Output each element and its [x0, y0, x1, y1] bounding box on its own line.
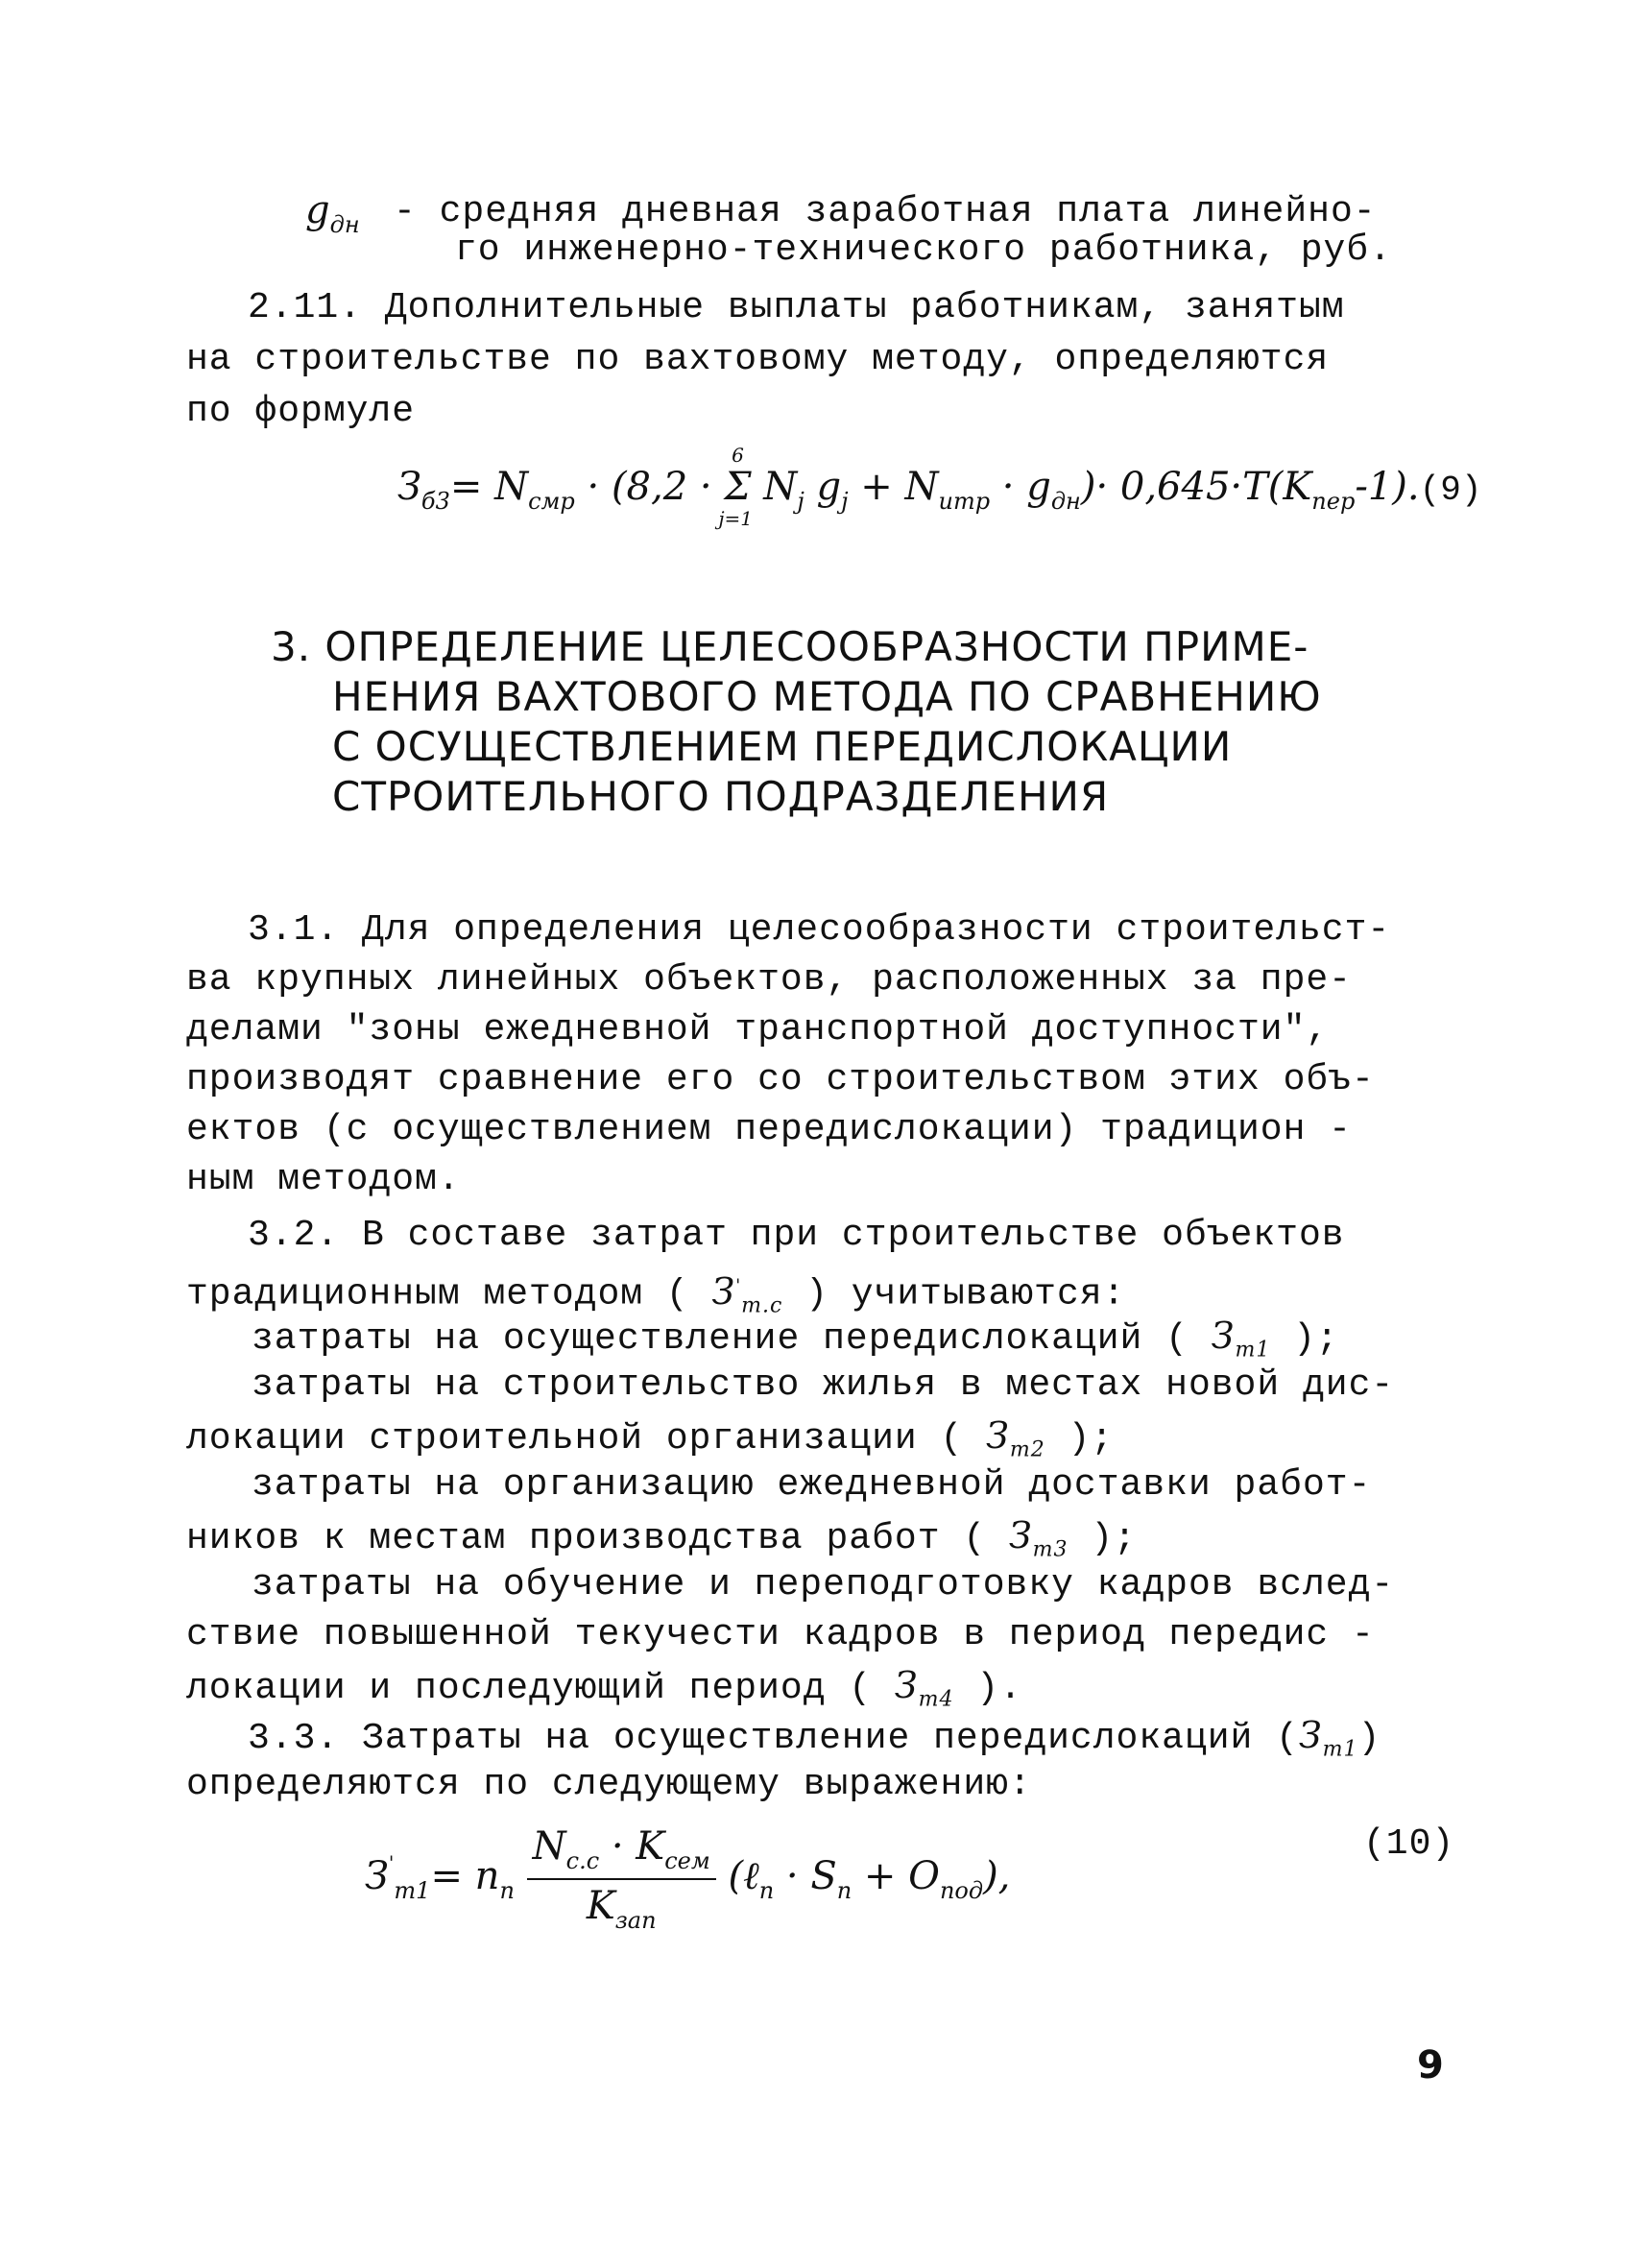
para-3-2-item-2-line-2: локации строительной организации ( $З_{т2}$ ); — [186, 1414, 1115, 1462]
para-3-2-item-2-line-1: затраты на строительство жилья в местах новой дис- — [252, 1364, 1395, 1406]
symbol-g-dn: $g_{дн}$ — [305, 188, 360, 238]
sum-symbol: 6 Σ j=1 — [718, 444, 753, 530]
heading-3-line-2: НЕНИЯ ВАХТОВОГО МЕТОДА ПО СРАВНЕНИЮ — [332, 673, 1322, 720]
para-3-2-item-3-line-2: ников к местам производства работ ( $З_{т3}$ ); — [186, 1514, 1137, 1562]
formula-9: $З_{б3}= N_{смр} \cdot (8,2$ · 6 Σ j=1 $N_j$ $g_j + N_{итр} \cdot g_{дн})\cdot 0,645\cdot T(K_{пер}-1).(9)$ — [397, 444, 1482, 530]
para-3-2-item-4-line-1: затраты на обучение и переподготовку кадров вслед- — [252, 1564, 1395, 1605]
definition-line-1: - средняя дневная заработная плата линейно- — [394, 191, 1377, 232]
formula-10: $З'_{т1}= n_п$ $\frac{N_{с.с} \cdot K_{сем}}{K_{зап}}$ (ℓ$_п$ · $S_п + O_{под}$), — [365, 1824, 1011, 1934]
para-3-2-item-4-line-3: локации и последующий период ( $З_{т4}$ ). — [186, 1664, 1022, 1712]
para-3-2-item-3-line-1: затраты на организацию ежедневной доставки работ- — [252, 1464, 1372, 1506]
heading-3-line-1: 3. ОПРЕДЕЛЕНИЕ ЦЕЛЕСООБРАЗНОСТИ ПРИМЕ- — [271, 623, 1309, 670]
heading-3-line-3: С ОСУЩЕСТВЛЕНИЕМ ПЕРЕДИСЛОКАЦИИ — [332, 723, 1233, 770]
para-3-3-line-1: 3.3. Затраты на осуществление передислокаций $(З_{т1})$ — [248, 1714, 1381, 1762]
para-3-1-line-4: производят сравнение его со строительством этих объ- — [186, 1059, 1375, 1100]
para-3-1-line-3: делами "зоны ежедневной транспортной доступности", — [186, 1009, 1330, 1050]
page-number: 9 — [1417, 2043, 1444, 2087]
para-3-1-line-1: 3.1. Для определения целесообразности строительст- — [248, 909, 1391, 951]
para-3-2-item-1: затраты на осуществление передислокаций ( $З_{т1}$ ); — [252, 1315, 1339, 1363]
para-2-11-line-1: 2.11. Дополнительные выплаты работникам, занятым — [248, 287, 1345, 328]
para-3-2-item-4-line-2: ствие повышенной текучести кадров в период передис - — [186, 1614, 1375, 1655]
definition-line-2: го инженерно-технического работника, руб. — [455, 229, 1392, 271]
para-3-3-line-2: определяются по следующему выражению: — [186, 1764, 1032, 1805]
heading-3-line-4: СТРОИТЕЛЬНОГО ПОДРАЗДЕЛЕНИЯ — [332, 773, 1110, 820]
formula-10-number: (10) — [1363, 1823, 1455, 1865]
para-3-2-line-1: 3.2. В составе затрат при строительстве объектов — [248, 1215, 1345, 1256]
para-3-1-line-6: ным методом. — [186, 1159, 461, 1200]
para-3-2-line-2: традиционным методом ( $З'_{т.с}$ ) учитываются: — [186, 1269, 1126, 1318]
para-3-1-line-2: ва крупных линейных объектов, расположенных за пре- — [186, 959, 1352, 1001]
fraction: $\frac{N_{с.с} \cdot K_{сем}}{K_{зап}}$ — [527, 1824, 716, 1934]
para-2-11-line-3: по формуле — [186, 391, 416, 432]
para-2-11-line-2: на строительстве по вахтовому методу, определяются — [186, 339, 1330, 380]
para-3-1-line-5: ектов (с осуществлением передислокации) традицион - — [186, 1109, 1352, 1150]
